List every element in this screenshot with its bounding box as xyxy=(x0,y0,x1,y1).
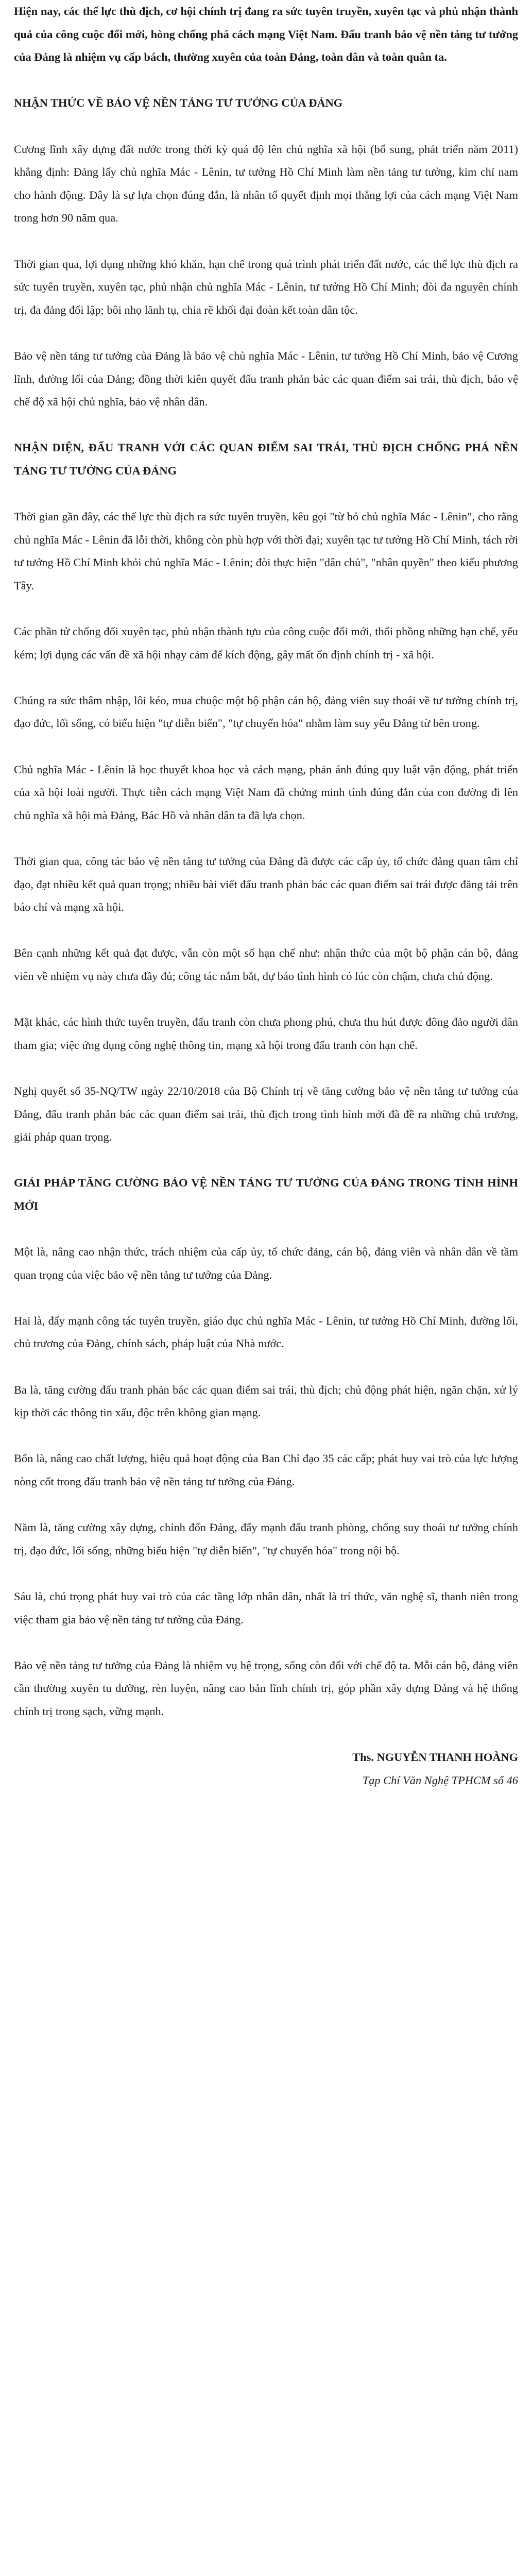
paragraph: Một là, nâng cao nhận thức, trách nhiệm của cấp ủy, tổ chức đảng, cán bộ, đảng viên và nhân dân về tầm quan trọng của việc bảo vệ nền tảng tư tưởng của Đảng. xyxy=(14,1245,518,1281)
article-lead: Hiện nay, các thế lực thù địch, cơ hội chính trị đang ra sức tuyên truyền, xuyên tạc và phủ nhận thành quả của công cuộc đổi mới, hòng chống phá cách mạng Việt Nam. Đấu tranh bảo vệ nền tảng tư tưởng của Đảng là nhiệm vụ cấp bách, thường xuyên của toàn Đảng, toàn dân và toàn quân ta. xyxy=(14,5,518,64)
paragraph: Nghị quyết số 35-NQ/TW ngày 22/10/2018 của Bộ Chính trị về tăng cường bảo vệ nền tảng tư tưởng của Đảng, đấu tranh phản bác các quan điểm sai trái, thù địch trong tình hình mới đã đề ra những chủ trương, giải pháp quan trọng. xyxy=(14,1084,518,1144)
paragraph: Hai là, đẩy mạnh công tác tuyên truyền, giáo dục chủ nghĩa Mác - Lênin, tư tưởng Hồ Chí Minh, đường lối, chủ trương của Đảng, chính sách, pháp luật của Nhà nước. xyxy=(14,1314,518,1350)
paragraph: Thời gian gần đây, các thế lực thù địch ra sức tuyên truyền, kêu gọi "từ bỏ chủ nghĩa Mác - Lênin", cho rằng chủ nghĩa Mác - Lênin đã lỗi thời, không còn phù hợp với thời đại; xuyên tạc tư tưởng Hồ Chí Minh, tách rời tư tưởng Hồ Chí Minh khỏi chủ nghĩa Mác - Lênin; đòi thực hiện "dân chủ", "nhân quyền" theo kiểu phương Tây. xyxy=(14,510,518,592)
paragraph: Thời gian qua, công tác bảo vệ nền tảng tư tưởng của Đảng đã được các cấp ủy, tổ chức đảng quan tâm chỉ đạo, đạt nhiều kết quả quan trọng; nhiều bài viết đấu tranh phản bác các quan điểm sai trái được đăng tải trên báo chí và mạng xã hội. xyxy=(14,854,518,914)
paragraph: Năm là, tăng cường xây dựng, chỉnh đốn Đảng, đẩy mạnh đấu tranh phòng, chống suy thoái tư tưởng chính trị, đạo đức, lối sống, những biểu hiện "tự diễn biến", "tự chuyển hóa" trong nội bộ. xyxy=(14,1521,518,1557)
paragraph: Thời gian qua, lợi dụng những khó khăn, hạn chế trong quá trình phát triển đất nước, các thế lực thù địch ra sức tuyên truyền, xuyên tạc, phủ nhận chủ nghĩa Mác - Lênin, tư tưởng Hồ Chí Minh; đòi đa nguyên chính trị, đa đảng đối lập; bôi nhọ lãnh tụ, chia rẽ khối đại đoàn kết toàn dân tộc. xyxy=(14,257,518,316)
paragraph: Sáu là, chú trọng phát huy vai trò của các tầng lớp nhân dân, nhất là trí thức, văn nghệ sĩ, thanh niên trong việc tham gia bảo vệ nền tảng tư tưởng của Đảng. xyxy=(14,1589,518,1626)
paragraph: Bảo vệ nền tảng tư tưởng của Đảng là bảo vệ chủ nghĩa Mác - Lênin, tư tưởng Hồ Chí Minh, bảo vệ Cương lĩnh, đường lối của Đảng; đồng thời kiên quyết đấu tranh phản bác các quan điểm sai trái, thù địch, bảo vệ chế độ xã hội chủ nghĩa, bảo vệ nhân dân. xyxy=(14,349,518,409)
paragraph: Bên cạnh những kết quả đạt được, vẫn còn một số hạn chế như: nhận thức của một bộ phận cán bộ, đảng viên về nhiệm vụ này chưa đầy đủ; công tác nắm bắt, dự báo tình hình có lúc còn chậm, chưa chủ động. xyxy=(14,946,518,982)
author-name: Ths. NGUYỄN THANH HOÀNG xyxy=(352,1751,518,1764)
paragraph: Bốn là, nâng cao chất lượng, hiệu quả hoạt động của Ban Chỉ đạo 35 các cấp; phát huy vai trò của lực lượng nòng cốt trong đấu tranh bảo vệ nền tảng tư tưởng của Đảng. xyxy=(14,1452,518,1488)
article-body xyxy=(14,0,518,1815)
paragraph: Mặt khác, các hình thức tuyên truyền, đấu tranh còn chưa phong phú, chưa thu hút được đông đảo người dân tham gia; việc ứng dụng công nghệ thông tin, mạng xã hội trong đấu tranh còn hạn chế. xyxy=(14,1015,518,1052)
paragraph: Ba là, tăng cường đấu tranh phản bác các quan điểm sai trái, thù địch; chủ động phát hiện, ngăn chặn, xử lý kịp thời các thông tin xấu, độc trên không gian mạng. xyxy=(14,1383,518,1419)
paragraph: Các phần tử chống đối xuyên tạc, phủ nhận thành tựu của công cuộc đổi mới, thổi phồng những hạn chế, yếu kém; lợi dụng các vấn đề xã hội nhạy cảm để kích động, gây mất ổn định chính trị - xã hội. xyxy=(14,625,518,661)
paragraph: Bảo vệ nền tảng tư tưởng của Đảng là nhiệm vụ hệ trọng, sống còn đối với chế độ ta. Mỗi cán bộ, đảng viên cần thường xuyên tu dưỡng, rèn luyện, nâng cao bản lĩnh chính trị, góp phần xây dựng Đảng và hệ thống chính trị trong sạch, vững mạnh. xyxy=(14,1658,518,1718)
paragraph: Chủ nghĩa Mác - Lênin là học thuyết khoa học và cách mạng, phản ánh đúng quy luật vận động, phát triển của xã hội loài người. Thực tiễn cách mạng Việt Nam đã chứng minh tính đúng đắn của con đường đi lên chủ nghĩa xã hội mà Đảng, Bác Hồ và nhân dân ta đã lựa chọn. xyxy=(14,762,518,822)
author-organization: Tạp Chí Văn Nghệ TPHCM số 46 xyxy=(362,1773,518,1787)
section-heading-3: GIẢI PHÁP TĂNG CƯỜNG BẢO VỆ NỀN TẢNG TƯ TƯỞNG CỦA ĐẢNG TRONG TÌNH HÌNH MỚI xyxy=(14,1176,518,1212)
paragraph: Chúng ra sức thâm nhập, lôi kéo, mua chuộc một bộ phận cán bộ, đảng viên suy thoái về tư tưởng chính trị, đạo đức, lối sống, có biểu hiện "tự diễn biến", "tự chuyển hóa" nhằm làm suy yếu Đảng từ bên trong. xyxy=(14,693,518,730)
section-heading-2: NHẬN DIỆN, ĐẤU TRANH VỚI CÁC QUAN ĐIỂM SAI TRÁI, THÙ ĐỊCH CHỐNG PHÁ NỀN TẢNG TƯ TƯỞNG CỦA ĐẢNG xyxy=(14,441,518,477)
section-heading-1: NHẬN THỨC VỀ BẢO VỆ NỀN TẢNG TƯ TƯỞNG CỦA ĐẢNG xyxy=(14,96,343,110)
paragraph: Cương lĩnh xây dựng đất nước trong thời kỳ quá độ lên chủ nghĩa xã hội (bổ sung, phát triển năm 2011) khẳng định: Đảng lấy chủ nghĩa Mác - Lênin, tư tưởng Hồ Chí Minh làm nền tảng tư tưởng, kim chỉ nam cho hành động. Đây là sự lựa chọn đúng đắn, là nhân tố quyết định mọi thắng lợi của cách mạng Việt Nam trong hơn 90 năm qua. xyxy=(14,142,518,225)
